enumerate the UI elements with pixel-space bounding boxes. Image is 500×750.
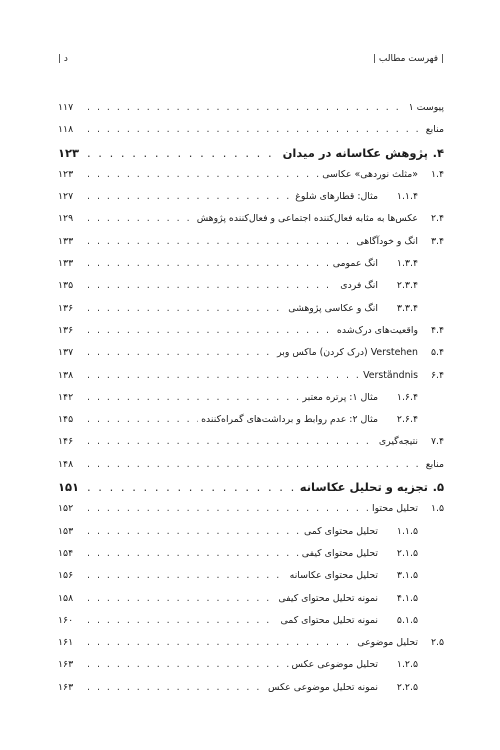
dot-leader	[87, 409, 198, 431]
toc-entry-page: ۱۳۷	[58, 347, 74, 359]
toc-entry-row	[58, 431, 444, 453]
toc-entry-page: ۱۴۲	[58, 391, 74, 403]
toc-chapter-row	[58, 476, 444, 498]
toc-entry-title: Verstehen (درک کردن) ماکس وبر	[277, 347, 418, 359]
dot-leader	[87, 476, 297, 498]
toc-entry-page: ۱۲۹	[58, 213, 74, 225]
toc-entry-title: واقعیت‌های درک‌شده	[336, 324, 418, 336]
toc-entry-page: ۱۵۴	[58, 547, 74, 559]
toc-entry-title: نمونه تحلیل محتوای کیفی	[278, 592, 378, 604]
toc-entry-page: ۱۶۳	[58, 681, 74, 693]
toc-entry-row	[58, 498, 444, 520]
toc-entry-number: ۳.۴	[430, 235, 444, 247]
dot-leader	[87, 543, 299, 565]
toc-entry-number: ۷.۴	[430, 436, 444, 448]
toc-entry-title: نتیجه‌گیری	[378, 436, 418, 448]
dot-leader	[87, 142, 280, 164]
toc-entry-number: ۲.۴	[430, 213, 444, 225]
dot-leader	[87, 208, 194, 230]
toc-entry-title: مثال: قطارهای شلوغ	[295, 191, 378, 203]
dot-leader	[87, 231, 353, 253]
toc-entry-number: ۴.۴	[430, 324, 444, 336]
toc-entry-row	[58, 253, 444, 275]
dot-leader	[87, 119, 423, 141]
toc-entry-title: «مثلث نوردهی» عکاسی	[322, 168, 418, 180]
toc-entry-number: ۳.۳.۴	[396, 302, 418, 314]
dot-leader	[87, 275, 337, 297]
toc-chapter-row	[58, 142, 444, 164]
toc-entry-page: ۱۵۱	[58, 480, 80, 495]
toc-entry-number: ۱.۱.۴	[396, 191, 418, 203]
toc-entry-number: ۴.۱.۵	[396, 592, 418, 604]
toc-entry-page: ۱۴۸	[58, 458, 74, 470]
toc-entry-number: ۱.۶.۴	[396, 391, 418, 403]
toc-entry-title: انگ عمومی	[332, 258, 378, 270]
dot-leader	[87, 97, 406, 119]
toc-entry-page: ۱۳۶	[58, 324, 74, 336]
dot-leader	[87, 565, 287, 587]
dot-leader	[87, 588, 275, 610]
toc-entry-number: ۵.۴	[430, 347, 444, 359]
toc-entry-row	[58, 208, 444, 230]
dot-leader	[87, 632, 354, 654]
toc-entry-number: ۲.۶.۴	[396, 414, 418, 426]
toc-entry-title: انگ و عکاسی پژوهشی	[288, 302, 378, 314]
toc-entry-title: تحلیل موضوعی	[357, 637, 418, 649]
toc-entry-row	[58, 164, 444, 186]
dot-leader	[87, 298, 285, 320]
toc-entry-title: عکس‌ها به مثابه فعال‌کننده اجتماعی و فعال‌کننده پژوهش	[196, 213, 418, 225]
toc-entry-page: ۱۵۳	[58, 525, 74, 537]
toc-entry-row	[58, 543, 444, 565]
toc-entry-page: ۱۳۶	[58, 302, 74, 314]
toc-entry-title: پیوست ۱	[408, 102, 444, 113]
header-title: | فهرست مطالب |	[373, 54, 444, 64]
toc-entry-row	[58, 275, 444, 297]
toc-entry-number: ۵.۱.۵	[396, 614, 418, 626]
toc-entry-title: مثال ۲: عدم روابط و برداشت‌های گمراه‌کننده	[201, 414, 378, 426]
toc-entry-row	[58, 298, 444, 320]
dot-leader	[87, 186, 292, 208]
toc-entry-title: Verständnis	[363, 369, 418, 381]
toc-entry-number: ۳.۱.۵	[396, 570, 418, 582]
toc-entry-page: ۱۲۷	[58, 191, 74, 203]
toc-entry-number: ۱.۲.۵	[396, 659, 418, 671]
toc-entry-row	[58, 365, 444, 387]
toc-entry-number: ۱.۵	[430, 503, 444, 515]
toc-entry-row	[58, 565, 444, 587]
running-header	[58, 54, 444, 68]
dot-leader	[87, 164, 319, 186]
toc-entry-title: مثال ۱: پرتره معتبر	[302, 391, 378, 403]
toc-entry-title: پژوهش عکاسانه در میدان	[282, 145, 428, 160]
toc-entry-page: ۱۱۸	[58, 124, 74, 136]
toc-entry-row	[58, 632, 444, 654]
toc-entry-page: ۱۶۰	[58, 614, 74, 626]
toc-entry-row	[58, 231, 444, 253]
toc-entry-page: ۱۴۵	[58, 414, 74, 426]
toc-entry-row	[58, 588, 444, 610]
toc-entry-title: نمونه تحلیل محتوای کمی	[280, 614, 378, 626]
toc-entry-page: ۱۶۳	[58, 659, 74, 671]
dot-leader	[87, 498, 369, 520]
dot-leader	[87, 521, 301, 543]
dot-leader	[87, 654, 289, 676]
toc-entry-row	[58, 119, 444, 141]
toc-entry-page: ۱۲۳	[58, 168, 74, 180]
toc-entry-title: انگ فردی	[340, 280, 378, 292]
toc-entry-page: ۱۵۶	[58, 570, 74, 582]
toc-entry-page: ۱۲۳	[58, 145, 80, 160]
toc-entry-page: ۱۱۷	[58, 102, 74, 113]
toc-entry-row	[58, 97, 444, 119]
toc-entry-number: ۵.	[432, 480, 444, 495]
toc-entry-page: ۱۴۶	[58, 436, 74, 448]
toc-entry-row	[58, 677, 444, 699]
toc-entry-number: ۲.۳.۴	[396, 280, 418, 292]
toc-entry-row	[58, 409, 444, 431]
toc-entry-row	[58, 610, 444, 632]
toc-entry-number: ۱.۴	[430, 168, 444, 180]
toc-entry-row	[58, 521, 444, 543]
dot-leader	[87, 677, 265, 699]
toc-entry-title: منابع	[425, 458, 444, 470]
toc-entry-page: ۱۶۱	[58, 637, 74, 649]
header-page-letter: د |	[58, 54, 68, 64]
toc-entry-row	[58, 454, 444, 476]
dot-leader	[87, 342, 274, 364]
toc-entry-number: ۲.۵	[430, 637, 444, 649]
toc-entry-page: ۱۳۳	[58, 235, 74, 247]
toc-entry-row	[58, 342, 444, 364]
toc-entry-title: تحلیل محتوای کیفی	[301, 547, 378, 559]
toc-entry-row	[58, 387, 444, 409]
toc-entry-number: ۱.۱.۵	[396, 525, 418, 537]
dot-leader	[87, 253, 330, 275]
table-of-contents	[58, 97, 444, 699]
toc-entry-row	[58, 186, 444, 208]
dot-leader	[87, 320, 334, 342]
toc-entry-number: ۲.۲.۵	[396, 681, 418, 693]
toc-entry-title: انگ و خودآگاهی	[356, 235, 418, 247]
toc-entry-page: ۱۳۸	[58, 369, 74, 381]
toc-entry-row	[58, 320, 444, 342]
dot-leader	[87, 365, 360, 387]
toc-entry-title: تحلیل موضوعی عکس	[291, 659, 378, 671]
toc-entry-number: ۲.۱.۵	[396, 547, 418, 559]
toc-entry-row	[58, 654, 444, 676]
dot-leader	[87, 610, 277, 632]
toc-entry-number: ۴.	[432, 145, 444, 160]
toc-entry-title: تحلیل محتوای عکاسانه	[289, 570, 378, 582]
toc-entry-page: ۱۳۵	[58, 280, 74, 292]
toc-entry-title: تجزیه و تحلیل عکاسانه	[299, 480, 428, 495]
toc-entry-number: ۱.۳.۴	[396, 258, 418, 270]
dot-leader	[87, 431, 376, 453]
dot-leader	[87, 454, 423, 476]
toc-entry-number: ۶.۴	[430, 369, 444, 381]
toc-entry-title: تحلیل محتوا	[371, 503, 418, 515]
toc-entry-title: منابع	[425, 124, 444, 136]
toc-entry-page: ۱۳۳	[58, 258, 74, 270]
toc-entry-page: ۱۵۸	[58, 592, 74, 604]
dot-leader	[87, 387, 299, 409]
toc-entry-page: ۱۵۲	[58, 503, 74, 515]
toc-entry-title: نمونه تحلیل موضوعی عکس	[268, 681, 378, 693]
toc-entry-title: تحلیل محتوای کمی	[303, 525, 378, 537]
